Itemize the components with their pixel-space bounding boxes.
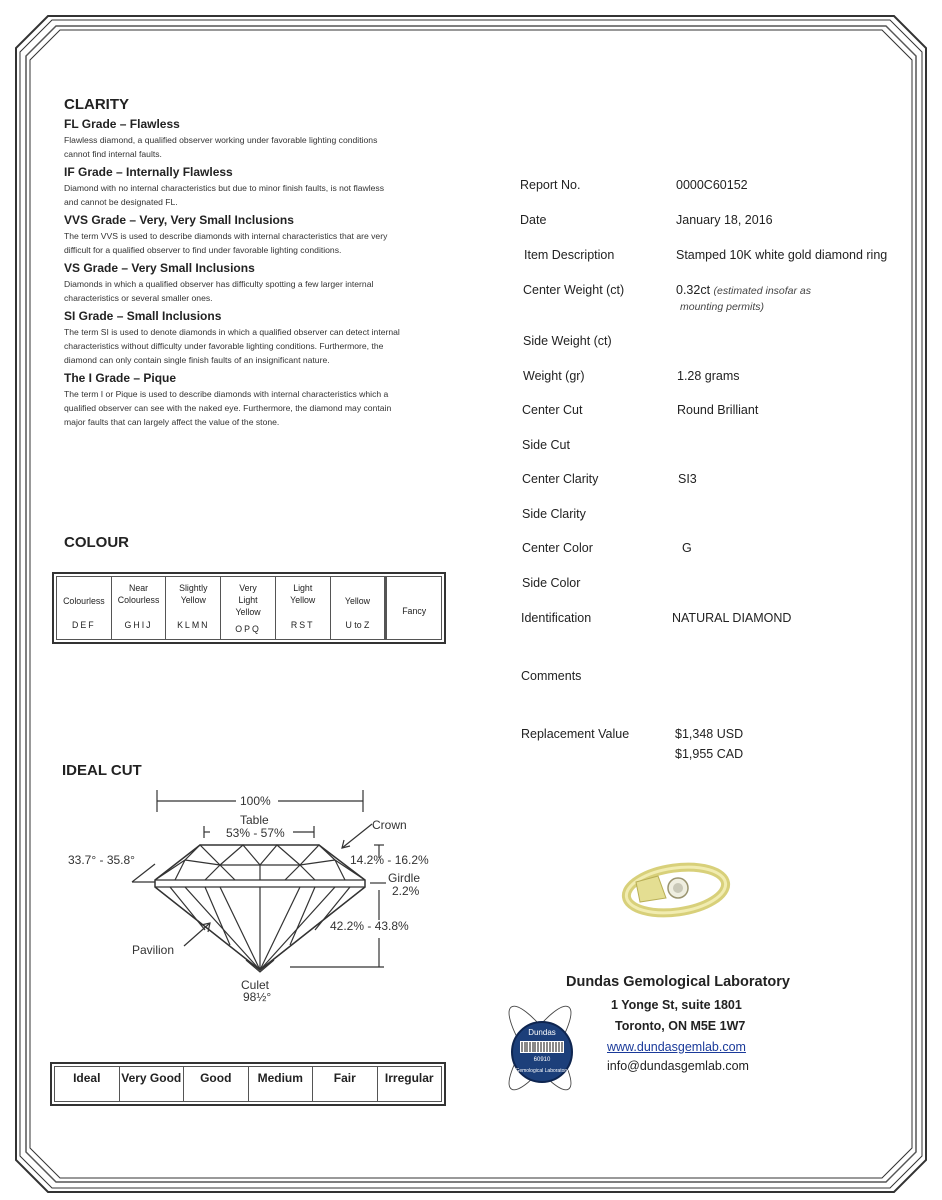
weight-label: Weight (gr) xyxy=(523,369,585,383)
colour-cell-name: Yellow xyxy=(290,595,316,605)
colour-cell-slightly-yellow xyxy=(166,577,221,639)
colour-cell-name: Yellow xyxy=(344,596,370,606)
grade-description xyxy=(64,181,444,209)
grade-description xyxy=(64,229,444,257)
crown-label: Crown xyxy=(372,818,407,832)
colour-cell-name: Yellow xyxy=(180,595,206,605)
pavilion-label: Pavilion xyxy=(132,943,175,957)
cut-grade-table xyxy=(50,1062,446,1106)
colour-cell-name: Light xyxy=(293,583,313,593)
ideal-cut-title: IDEAL CUT xyxy=(62,762,142,779)
colour-cell-name: Very xyxy=(239,583,257,593)
report-no-label: Report No. xyxy=(520,178,581,192)
center-weight-note: (estimated insofar as xyxy=(713,285,812,297)
grade-if xyxy=(64,165,444,209)
cut-grade-fair: Fair xyxy=(313,1067,378,1101)
lab-website-link[interactable]: www.dundasgemlab.com xyxy=(607,1040,746,1054)
desc-line: The term VVS is used to describe diamonds with internal characteristics that are very xyxy=(64,231,388,241)
identification-label: Identification xyxy=(521,611,592,625)
replacement-usd: $1,348 USD xyxy=(675,727,744,741)
clarity-title: CLARITY xyxy=(64,96,129,113)
desc-line: qualified observer can see with the naked eye. Furthermore, the diamond may contain xyxy=(64,403,392,413)
grade-i xyxy=(64,371,444,429)
colour-cell-name: Yellow xyxy=(235,607,261,617)
grade-title: SI Grade – Small Inclusions xyxy=(64,309,222,323)
colour-cell-fancy xyxy=(385,577,441,639)
lab-name: Dundas Gemological Laboratory xyxy=(566,974,790,990)
center-weight-label: Center Weight (ct) xyxy=(523,283,625,297)
grade-fl xyxy=(64,117,444,161)
desc-line: difficult for a qualified observer to find under favorable lighting conditions. xyxy=(64,245,342,255)
crown-angle-label: 33.7° - 35.8° xyxy=(68,853,135,867)
side-cut-label: Side Cut xyxy=(522,438,570,452)
item-description-value: Stamped 10K white gold diamond ring xyxy=(676,248,888,262)
colour-cell-name: Fancy xyxy=(402,606,427,616)
lab-address-1: 1 Yonge St, suite 1801 xyxy=(611,998,742,1012)
table-label: Table xyxy=(240,813,269,827)
lab-seal-logo xyxy=(482,996,592,1100)
cut-grade-ideal: Ideal xyxy=(55,1067,120,1101)
desc-line: characteristics without difficulty under favorable lighting conditions. Furthermore, the xyxy=(64,341,384,351)
center-weight-value: 0.32ct xyxy=(676,283,711,297)
side-clarity-label: Side Clarity xyxy=(522,507,586,521)
center-color-value: G xyxy=(682,541,692,555)
culet-label: Culet xyxy=(241,978,270,992)
lab-address-2: Toronto, ON M5E 1W7 xyxy=(615,1019,746,1033)
weight-value: 1.28 grams xyxy=(677,369,740,383)
colour-scale-table xyxy=(52,572,446,644)
desc-line: The term I or Pique is used to describe diamonds with internal characteristics which a xyxy=(64,389,389,399)
colour-title: COLOUR xyxy=(64,534,129,551)
colour-cell-grades: GHIJ xyxy=(124,620,153,630)
desc-line: and cannot be designated FL. xyxy=(64,197,178,207)
grade-title: VS Grade – Very Small Inclusions xyxy=(64,261,255,275)
desc-line: characteristics or several smaller ones. xyxy=(64,293,213,303)
grade-title: IF Grade – Internally Flawless xyxy=(64,165,233,179)
grade-description xyxy=(64,387,444,429)
table-range-label: 53% - 57% xyxy=(226,826,285,840)
colour-cell-light-yellow xyxy=(276,577,331,639)
comments-label: Comments xyxy=(521,669,582,683)
seal-bottom-text: Gemological Laboratory xyxy=(515,1068,569,1074)
report-no-value: 0000C60152 xyxy=(676,178,748,192)
desc-line: diamond can only contain single finish faults of an insignificant nature. xyxy=(64,355,330,365)
grade-title: FL Grade – Flawless xyxy=(64,117,180,131)
width-label: 100% xyxy=(240,794,271,808)
girdle-label: Girdle xyxy=(388,871,421,885)
center-color-label: Center Color xyxy=(522,541,593,555)
girdle-pct-label: 2.2% xyxy=(392,884,420,898)
pavilion-depth-label: 42.2% - 43.8% xyxy=(330,919,409,933)
item-description-label: Item Description xyxy=(524,248,615,262)
center-cut-value: Round Brilliant xyxy=(677,403,759,417)
side-color-label: Side Color xyxy=(522,576,581,590)
grade-vs xyxy=(64,261,444,305)
colour-cell-grades: KLMN xyxy=(177,620,210,630)
colour-cell-near-colourless xyxy=(112,577,167,639)
lab-email: info@dundasgemlab.com xyxy=(607,1059,749,1073)
desc-line: major faults that can largely affect the value of the stone. xyxy=(64,417,280,427)
grade-vvs xyxy=(64,213,444,257)
culet-pct-label: 98½° xyxy=(243,990,272,1004)
side-weight-label: Side Weight (ct) xyxy=(523,334,612,348)
ideal-cut-diagram xyxy=(60,780,440,1015)
colour-cell-grades: DEF xyxy=(72,620,96,630)
colour-cell-very-light-yellow xyxy=(221,577,276,639)
identification-value: NATURAL DIAMOND xyxy=(672,611,792,625)
grade-description xyxy=(64,277,444,305)
desc-line: Flawless diamond, a qualified observer working under favorable lighting conditions xyxy=(64,135,378,145)
colour-cell-name: Near xyxy=(129,583,149,593)
desc-line: Diamonds in which a qualified observer has difficulty spotting a few larger internal xyxy=(64,279,374,289)
colour-cell-colourless xyxy=(57,577,112,639)
desc-line: cannot find internal faults. xyxy=(64,149,162,159)
cut-grade-medium: Medium xyxy=(249,1067,314,1101)
date-value: January 18, 2016 xyxy=(676,213,773,227)
colour-cell-yellow xyxy=(331,577,386,639)
cut-grade-very-good: Very Good xyxy=(120,1067,185,1101)
cut-grade-good: Good xyxy=(184,1067,249,1101)
grade-description xyxy=(64,325,444,367)
colour-cell-name: Colourless xyxy=(117,595,160,605)
cut-grade-irregular: Irregular xyxy=(384,1071,434,1085)
replacement-cad: $1,955 CAD xyxy=(675,747,744,761)
center-cut-label: Center Cut xyxy=(522,403,583,417)
seal-top-text: Dundas xyxy=(528,1028,556,1037)
colour-cell-name: Slightly xyxy=(179,583,208,593)
crown-height-label: 14.2% - 16.2% xyxy=(350,853,429,867)
center-weight-value-wrap xyxy=(676,283,811,297)
colour-cell-grades: U to Z xyxy=(345,620,370,630)
desc-line: Diamond with no internal characteristics but due to minor finish faults, is not flawless xyxy=(64,183,385,193)
replacement-value-label: Replacement Value xyxy=(521,727,630,741)
colour-cell-name: Light xyxy=(238,595,258,605)
grade-title: VVS Grade – Very, Very Small Inclusions xyxy=(64,213,294,227)
date-label: Date xyxy=(520,213,547,227)
ring-photo xyxy=(618,850,738,924)
seal-code-text: 60910 xyxy=(533,1057,551,1063)
desc-line: The term SI is used to denote diamonds in which a qualified observer can detect internal xyxy=(64,327,400,337)
grade-description xyxy=(64,133,444,161)
clarity-section xyxy=(64,96,444,429)
center-weight-note-2: mounting permits) xyxy=(680,301,765,313)
grade-si xyxy=(64,309,444,367)
center-clarity-label: Center Clarity xyxy=(522,472,599,486)
center-clarity-value: SI3 xyxy=(678,472,697,486)
grade-title: The I Grade – Pique xyxy=(64,371,177,385)
colour-cell-grades: RST xyxy=(290,620,315,630)
colour-cell-grades: OPQ xyxy=(235,624,261,634)
colour-cell-name: Colourless xyxy=(63,596,105,606)
